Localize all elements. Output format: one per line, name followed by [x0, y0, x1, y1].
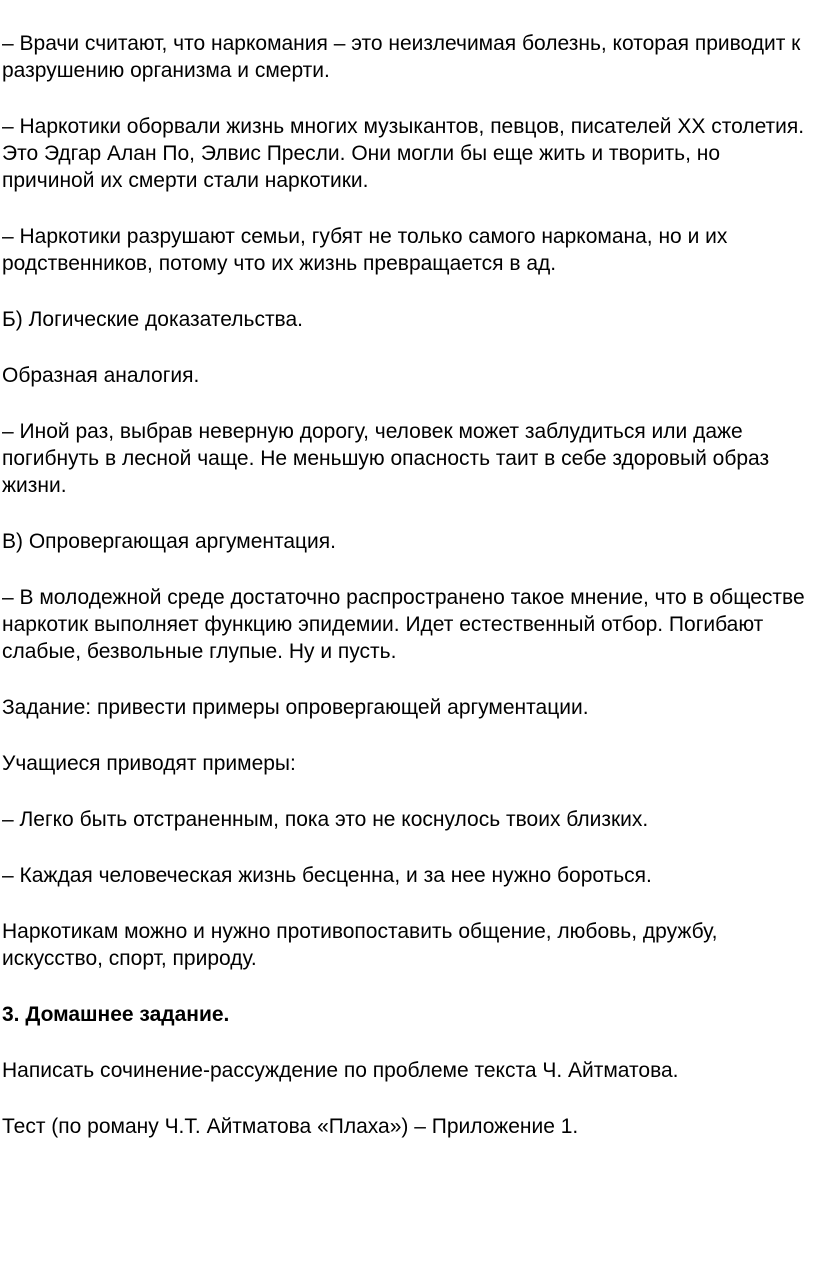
paragraph-task: Задание: привести примеры опровергающей аргументации. [2, 696, 589, 719]
heading-logical-proofs: Б) Логические доказательства. [2, 308, 303, 331]
paragraph-analogy: – Иной раз, выбрав неверную дорогу, человек может заблудиться или даже погибнуть в лесной чаще. Не меньшую опасность таит в себе здоровый образ жизни. [2, 420, 770, 497]
paragraph-example-2: – Каждая человеческая жизнь бесценна, и за нее нужно бороться. [2, 864, 652, 887]
paragraph-students-examples: Учащиеся приводят примеры: [2, 752, 296, 775]
heading-homework: 3. Домашнее задание. [2, 1003, 230, 1026]
paragraph-families: – Наркотики разрушают семьи, губят не только самого наркомана, но и их родственников, потому что их жизнь превращается в ад. [2, 225, 728, 275]
paragraph-youth-opinion: – В молодежной среде достаточно распространено такое мнение, что в обществе наркотик выполняет функцию эпидемии. Идет естественный отбор. Погибают слабые, безвольные глупые. Ну и пусть. [2, 586, 805, 663]
heading-refuting-argumentation: В) Опровергающая аргументация. [2, 530, 336, 553]
paragraph-alternatives: Наркотикам можно и нужно противопоставить общение, любовь, дружбу, искусство, спорт, природу. [2, 920, 718, 970]
heading-figurative-analogy: Образная аналогия. [2, 364, 200, 387]
document-body [2, 30, 814, 1169]
paragraph-example-1: – Легко быть отстраненным, пока это не коснулось твоих близких. [2, 808, 649, 831]
paragraph-doctors-opinion: – Врачи считают, что наркомания – это неизлечимая болезнь, которая приводит к разрушению организма и смерти. [2, 32, 801, 82]
paragraph-test-appendix: Тест (по роману Ч.Т. Айтматова «Плаха») – Приложение 1. [2, 1115, 579, 1138]
paragraph-famous-victims: – Наркотики оборвали жизнь многих музыкантов, певцов, писателей XX столетия. Это Эдгар Алан По, Элвис Пресли. Они могли бы еще жить и творить, но причиной их смерти стали наркотики. [2, 115, 805, 192]
paragraph-essay-task: Написать сочинение-рассуждение по проблеме текста Ч. Айтматова. [2, 1059, 679, 1082]
